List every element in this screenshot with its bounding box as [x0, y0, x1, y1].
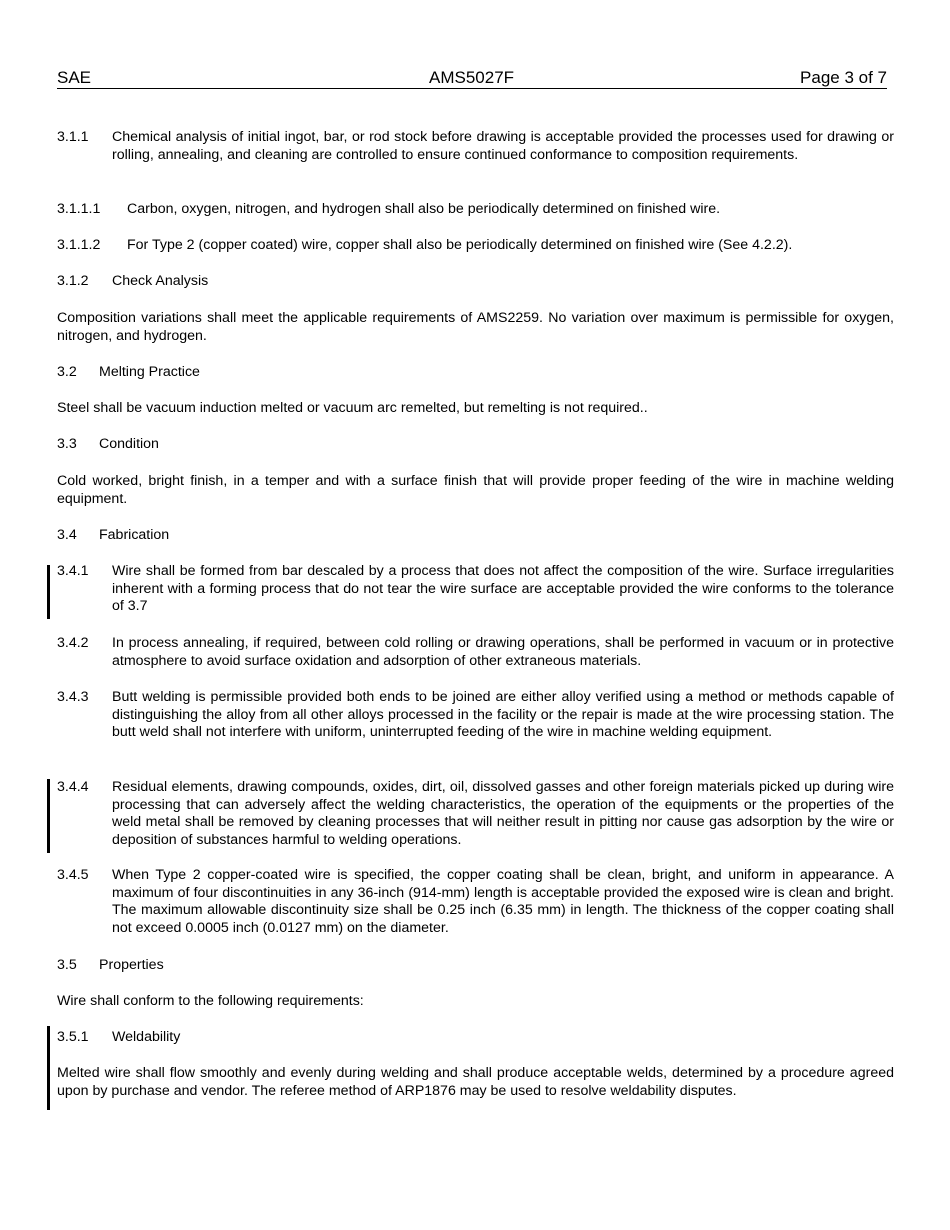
paragraph-text: Composition variations shall meet the applicable requirements of AMS2259. No variation over maximum is permissible for oxygen, nitrogen, and hydrogen. — [57, 310, 894, 344]
section-3-1-2-heading — [57, 273, 894, 291]
section-heading: Melting Practice — [99, 364, 200, 380]
section-heading: Weldability — [112, 1029, 181, 1045]
paragraph-melting — [57, 400, 894, 418]
paragraph-text: Cold worked, bright finish, in a temper and with a surface finish that will provide proper feeding of the wire in machine welding equipment. — [57, 473, 894, 507]
section-3-4-1 — [57, 563, 894, 616]
section-number: 3.4.5 — [57, 867, 89, 883]
section-number: 3.4.2 — [57, 635, 89, 651]
header-doc-number: AMS5027F — [429, 68, 515, 87]
section-number: 3.1.1.1 — [57, 201, 101, 217]
section-text: For Type 2 (copper coated) wire, copper shall also be periodically determined on finished wire (See 4.2.2). — [127, 237, 793, 253]
header-org: SAE — [57, 68, 92, 87]
section-text: Residual elements, drawing compounds, oxides, dirt, oil, dissolved gasses and other foreign materials picked up during wire processing that can adversely affect the welding characteristics, the operation of the equipments or the properties of the weld metal shall be removed by cleaning processes that will neither result in pitting nor cause gas adsorption by the wire or deposition of substances harmful to welding operations. — [112, 779, 894, 848]
section-number: 3.1.1 — [57, 129, 89, 145]
paragraph-text: Steel shall be vacuum induction melted or vacuum arc remelted, but remelting is not required.. — [57, 400, 648, 416]
section-3-5-heading — [57, 957, 894, 975]
section-3-4-3 — [57, 689, 894, 742]
section-number: 3.1.2 — [57, 273, 89, 289]
page-header — [57, 68, 887, 89]
section-heading: Properties — [99, 957, 164, 973]
paragraph-check-analysis — [57, 310, 894, 345]
revision-change-bar — [47, 565, 50, 619]
revision-change-bar — [47, 1026, 50, 1110]
section-text: In process annealing, if required, between cold rolling or drawing operations, shall be performed in vacuum or in protective atmosphere to avoid surface oxidation and adsorption of other extraneous materials. — [112, 635, 894, 669]
section-text: Wire shall be formed from bar descaled by a process that does not affect the composition of the wire. Surface irregularities inherent with a forming process that do not tear the wire surface are acceptable provided the wire conforms to the tolerance of 3.7 — [112, 563, 894, 615]
section-3-1-1-2 — [57, 237, 894, 255]
section-3-4-4 — [57, 779, 894, 849]
section-text: Butt welding is permissible provided both ends to be joined are either alloy verified using a method or methods capable of distinguishing the alloy from all other alloys processed in the facility or the repair is made at the wire processing station. The butt weld shall not interfere with uniform, uninterrupted feeding of the wire in machine welding equipment. — [112, 689, 894, 741]
section-3-4-heading — [57, 527, 894, 545]
paragraph-condition — [57, 473, 894, 508]
section-text: Chemical analysis of initial ingot, bar, or rod stock before drawing is acceptable provided the processes used for drawing or rolling, annealing, and cleaning are controlled to ensure continued conformance to composition requirements. — [112, 129, 894, 163]
section-heading: Check Analysis — [112, 273, 209, 289]
section-number: 3.4.3 — [57, 689, 89, 705]
paragraph-weldability — [57, 1065, 894, 1100]
section-number: 3.5 — [57, 957, 77, 973]
section-3-2-heading — [57, 364, 894, 382]
section-3-4-2 — [57, 635, 894, 670]
section-3-3-heading — [57, 436, 894, 454]
section-3-5-1-heading — [57, 1029, 894, 1047]
section-number: 3.4 — [57, 527, 77, 543]
section-number: 3.4.4 — [57, 779, 89, 795]
section-number: 3.3 — [57, 436, 77, 452]
revision-change-bar — [47, 779, 50, 853]
section-number: 3.4.1 — [57, 563, 89, 579]
section-3-1-1 — [57, 129, 894, 164]
section-3-1-1-1 — [57, 201, 894, 219]
section-number: 3.5.1 — [57, 1029, 89, 1045]
section-heading: Fabrication — [99, 527, 170, 543]
paragraph-properties — [57, 993, 894, 1011]
paragraph-text: Melted wire shall flow smoothly and evenly during welding and shall produce acceptable welds, determined by a procedure agreed upon by purchase and vendor. The referee method of ARP1876 may be used to resolve weldability disputes. — [57, 1065, 894, 1099]
section-heading: Condition — [99, 436, 159, 452]
header-page-number: Page 3 of 7 — [800, 68, 887, 87]
section-text: Carbon, oxygen, nitrogen, and hydrogen shall also be periodically determined on finished wire. — [127, 201, 721, 217]
paragraph-text: Wire shall conform to the following requirements: — [57, 993, 364, 1009]
section-number: 3.2 — [57, 364, 77, 380]
section-text: When Type 2 copper-coated wire is specified, the copper coating shall be clean, bright, and uniform in appearance. A maximum of four discontinuities in any 36-inch (914-mm) length is acceptable provided the exposed wire is clean and bright. The maximum allowable discontinuity size shall be 0.25 inch (6.35 mm) in length. The thickness of the copper coating shall not exceed 0.0005 inch (0.0127 mm) on the diameter. — [112, 867, 894, 936]
section-number: 3.1.1.2 — [57, 237, 101, 253]
section-3-4-5 — [57, 867, 894, 937]
